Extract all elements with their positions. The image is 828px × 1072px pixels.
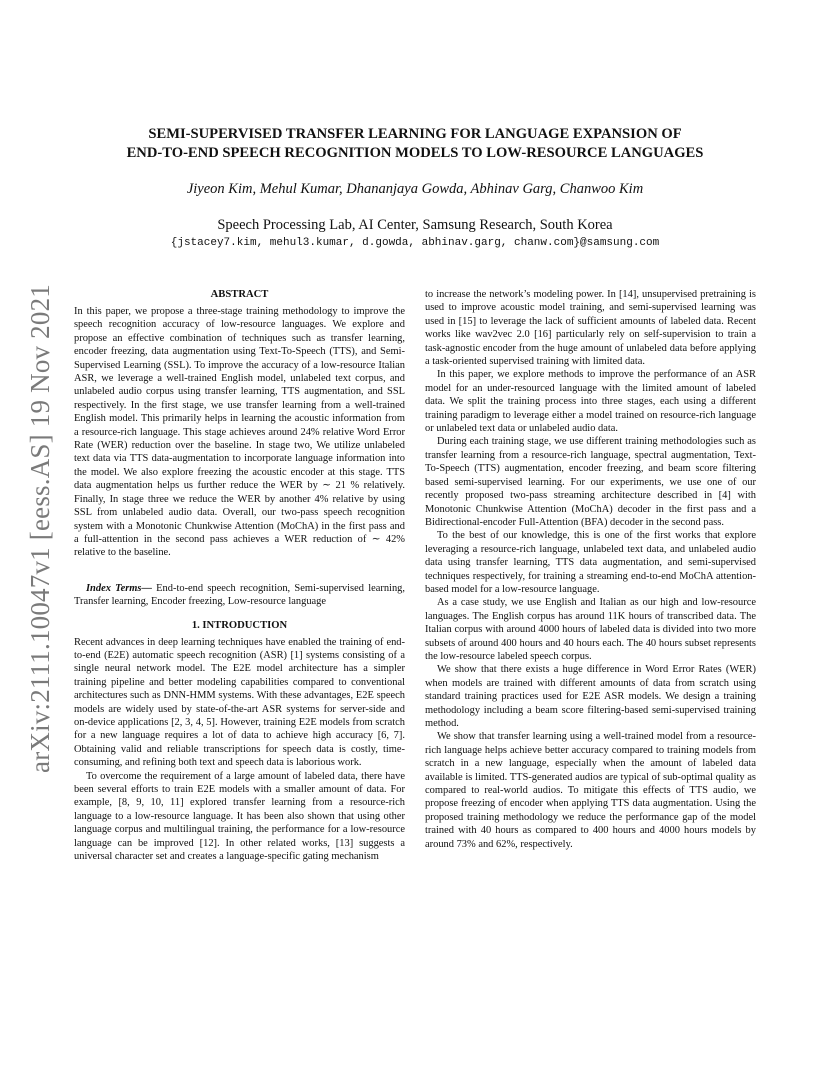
abstract-heading: ABSTRACT xyxy=(210,289,269,300)
introduction-heading: 1. INTRODUCTION xyxy=(191,619,288,631)
abstract-text: In this paper, we propose a three-stage training methodology to improve the speech recognition accuracy of low-resource languages. We explore and propose an effective combination of techniques such as transfer learning, encoder freezing, data augmentation using Text-To-Speech (TTS), and Semi-Supervised Learning (SSL). To improve the accuracy of a low-resource Italian ASR, we leverage a well-trained English model, unlabeled text corpus, and unlabeled audio corpus using transfer learning, TTS augmentation, and SSL respectively. In the first stage, we use transfer learning from a well-trained English model. This primarily helps in learning the acoustic information from a resource-rich language. This stage achieves around 24% relative Word Error Rate (WER) reduction over the baseline. In stage two, We utilize unlabeled text data via TTS data-augmentation to incorporate language information into the model. We also explore freezing the acoustic encoder at this stage. TTS data augmentation helps us further reduce the WER by ∼ 21 % relatively. Finally, In stage three we reduce the WER by another 4% relative by using SSL from unlabeled audio data. Overall, our two-pass speech recognition system with a Monotonic Chunkwise Attention (MoChA) in the first pass and a full-attention in the second pass achieves a WER reduction of ∼ 42% relative to the baseline. xyxy=(74,306,405,559)
author-emails: {jstacey7.kim, mehul3.kumar, d.gowda, abhinav.garg, chanw.com}@samsung.com xyxy=(170,237,660,249)
intro-paragraph: To the best of our knowledge, this is one of the first works that explore leveraging a resource-rich language, unlabeled text data, and unlabeled audio data using transfer learning, TTS data augmentation, and semi-supervised techniques respectively, for training a streaming end-to-end MoChA attention-based model for a low-resource language. xyxy=(425,530,756,595)
author-list: Jiyeon Kim, Mehul Kumar, Dhananjaya Gowda, Abhinav Garg, Chanwoo Kim xyxy=(186,181,644,197)
abstract-section xyxy=(74,305,405,560)
arxiv-identifier-text: arXiv:2111.10047v1 [eess.AS] 19 Nov 2021 xyxy=(24,283,55,773)
index-terms xyxy=(74,582,405,609)
paper-title-line2: END-TO-END SPEECH RECOGNITION MODELS TO LOW-RESOURCE LANGUAGES xyxy=(126,145,704,161)
left-column xyxy=(74,288,405,863)
index-terms-label: Index Terms— xyxy=(86,582,152,594)
intro-paragraph: To overcome the requirement of a large amount of labeled data, there have been several efforts to train E2E models with a smaller amount of data. For example, [8, 9, 10, 11] explored transfer learning from a resource-rich language to a low-resource language. It has been also shown that using other language corpus and multilingual training, the performance for a low-resource language can be improved [12]. In other related works, [13] suggests a universal character set and creates a language-specific gating mechanism xyxy=(74,770,405,863)
intro-paragraph: As a case study, we use English and Italian as our high and low-resource languages. The English corpus has around 11K hours of transcribed data. The Italian corpus with around 4000 hours of labeled data is divided into two more subsets of around 400 hours and 40 hours each. The 40 hours subset represents the low-resource labeled speech corpus. xyxy=(425,597,756,662)
intro-paragraph: We show that there exists a huge difference in Word Error Rates (WER) when models are trained with different amounts of data from scratch using standard training practices used for E2E ASR models. We design a training methodology including a beam score filtering-based semi-supervised training method. xyxy=(425,664,756,729)
intro-paragraph: In this paper, we explore methods to improve the performance of an ASR model for an under-resourced language with the limited amount of labeled data. We split the training process into three stages, each using a different training paradigm to leverage either a model trained on resource-rich language or unlabeled text data or unlabeled audio data. xyxy=(425,369,756,435)
intro-paragraph: During each training stage, we use different training methodologies such as transfer learning from a resource-rich language, spectral augmentation, Text-To-Speech (TTS) augmentation, encoder freezing, and beam score filtering based semi-supervised learning. For our experiments, we use one of our recently proposed two-pass streaming architecture described in [4] with Monotonic Chunkwise Attention (MoChA) decoder in the first pass and a Bidirectional-encoder Full-Attention (BFA) decoder in the second pass. xyxy=(425,436,756,528)
intro-paragraph: We show that transfer learning using a well-trained model from a resource-rich language helps achieve better accuracy compared to training models from scratch in a new language, especially when the amount of labeled data available is limited. TTS-generated audios are typical of sub-optimal quality as compared to real-world audios. To mitigate this effects of TTS audio, we propose freezing of encoder when applying TTS data augmentation. Using the proposed training methodology we reduce the performance gap of the model trained with 40 hours as compared to 400 hours and 4000 hours models by around 73% and 62%, respectively. xyxy=(425,731,756,850)
index-terms-text: End-to-end speech recognition, Semi-supervised learning, Transfer learning, Encoder freezing, Low-resource language xyxy=(74,582,406,608)
affiliation: Speech Processing Lab, AI Center, Samsung Research, South Korea xyxy=(217,217,613,233)
intro-paragraph: Recent advances in deep learning techniques have enabled the training of end-to-end (E2E) automatic speech recognition (ASR) [1] systems consisting of a single neural network model. The E2E model architecture has a simpler training pipeline and better modeling capabilities compared to conventional architectures such as DNN-HMM systems. With these advantages, E2E speech models are widely used by state-of-the-art ASR systems for server-side and on-device applications [2, 3, 4, 5]. However, training E2E models from scratch for a new language requires a lot of data to achieve high accuracy [6, 7]. Obtaining valid and reliable transcriptions for speech data is costly, time-consuming, and refining both text and speech data is laborious work. xyxy=(74,636,405,769)
right-column xyxy=(425,288,756,851)
paper-title xyxy=(80,125,750,163)
paper-title-line1: SEMI-SUPERVISED TRANSFER LEARNING FOR LANGUAGE EXPANSION OF xyxy=(148,126,682,142)
arxiv-identifier xyxy=(20,278,60,778)
intro-paragraph: to increase the network’s modeling power. In [14], unsupervised pretraining is used to improve acoustic model training, and semi-supervised learning was used in [15] to leverage the lack of sufficient amounts of labeled data. Recent works like wav2vec 2.0 [16] particularly rely on self-supervision to train a task-agnostic encoder from the huge amount of unlabeled data before applying a task-oriented supervised training with limited data. xyxy=(425,289,756,368)
